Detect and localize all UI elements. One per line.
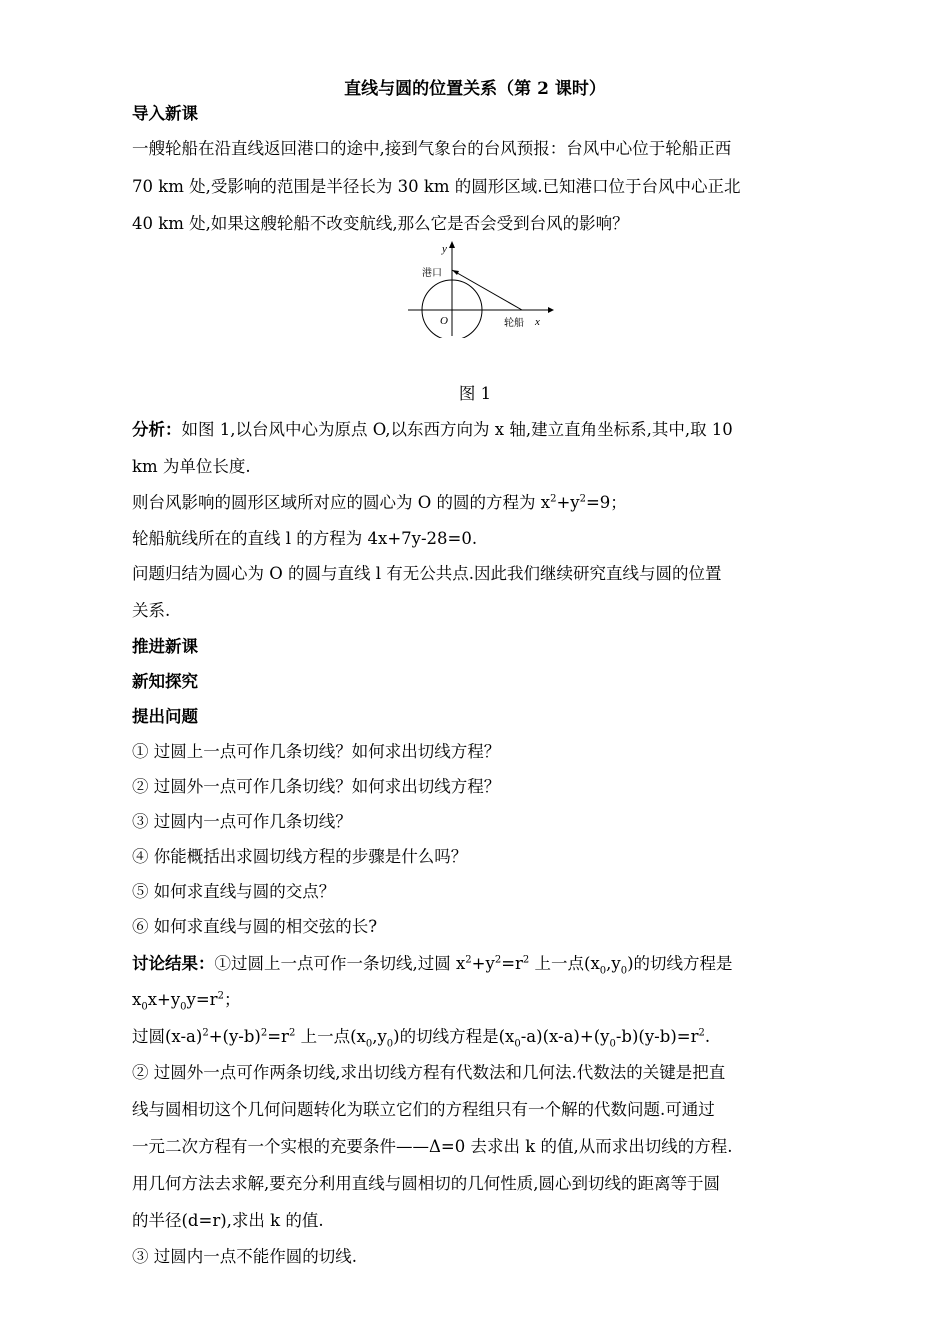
analysis-line-2: km 为单位长度. xyxy=(132,457,251,476)
intro-line-1: 一艘轮船在沿直线返回港口的途中,接到气象台的台风预报：台风中心位于轮船正西 xyxy=(132,139,732,158)
result-text: +(y-b) xyxy=(208,1027,261,1046)
analysis-line-1 xyxy=(132,416,733,440)
explore-heading: 新知探究 xyxy=(132,672,198,691)
result-text: 上一点(x xyxy=(529,954,600,973)
origin-label: O xyxy=(440,315,448,327)
result2-line: 一元二次方程有一个实根的充要条件——Δ=0 去求出 k 的值,从而求出切线的方程. xyxy=(132,1137,733,1156)
figure-caption: 图 1 xyxy=(458,384,492,403)
superscript: 2 xyxy=(202,1027,209,1039)
intro-heading: 导入新课 xyxy=(132,104,198,123)
circle-eq-text: 则台风影响的圆形区域所对应的圆心为 O 的圆的方程为 x xyxy=(132,493,551,512)
reduce-line-2: 关系. xyxy=(132,601,171,620)
result2-line: ② 过圆外一点可作两条切线,求出切线方程有代数法和几何法.代数法的关键是把直 xyxy=(132,1063,726,1082)
result-text: y=r xyxy=(186,990,218,1009)
question-item: ① 过圆上一点可作几条切线？如何求出切线方程？ xyxy=(132,742,501,761)
subscript: 0 xyxy=(141,1001,148,1013)
result-label: 讨论结果： xyxy=(132,954,215,973)
analysis-text-1: 如图 1,以台风中心为原点 O,以东西方向为 x 轴,建立直角坐标系,其中,取 10 xyxy=(181,420,733,439)
ship-label: 轮船 xyxy=(504,318,524,329)
question-item: ② 过圆外一点可作几条切线？如何求出切线方程？ xyxy=(132,777,501,796)
result-text: =r xyxy=(501,954,523,973)
superscript: 2 xyxy=(522,954,530,966)
superscript: 2 xyxy=(494,954,502,966)
result2-line: 线与圆相切这个几何问题转化为联立它们的方程组只有一个解的代数问题.可通过 xyxy=(132,1100,715,1119)
superscript: 2 xyxy=(550,493,557,505)
result-text: 上一点(x xyxy=(295,1027,366,1046)
question-heading: 提出问题 xyxy=(132,707,198,726)
result-text: x+y xyxy=(147,990,181,1009)
circle-equation-line xyxy=(132,489,627,513)
subscript: 0 xyxy=(365,1038,373,1050)
result-text: -b)(y-b)=r xyxy=(615,1027,699,1046)
subscript: 0 xyxy=(514,1038,521,1050)
subscript: 0 xyxy=(386,1038,394,1050)
result-text: )的切线方程是(x xyxy=(393,1027,515,1046)
intro-line-3: 40 km 处,如果这艘轮船不改变航线,那么它是否会受到台风的影响？ xyxy=(132,214,629,233)
page-title: 直线与圆的位置关系（第 2 课时） xyxy=(344,79,606,99)
superscript: 2 xyxy=(465,954,472,966)
subscript: 0 xyxy=(620,965,628,977)
result-text: 过圆(x-a) xyxy=(132,1027,203,1046)
y-axis-label: y xyxy=(442,243,447,255)
result2-line: 用几何方法去求解,要充分利用直线与圆相切的几何性质,圆心到切线的距离等于圆 xyxy=(132,1174,720,1193)
port-label: 港口 xyxy=(422,268,442,279)
superscript: 2 xyxy=(288,1027,296,1039)
superscript: 2 xyxy=(260,1027,268,1039)
subscript: 0 xyxy=(609,1038,616,1050)
result-text: ①过圆上一点可作一条切线,过圆 x xyxy=(214,954,466,973)
result-line-2 xyxy=(132,986,241,1013)
advance-heading: 推进新课 xyxy=(132,637,198,656)
circle-eq-text: =9； xyxy=(585,493,627,512)
result-line-1 xyxy=(132,950,733,977)
superscript: 2 xyxy=(698,1027,705,1039)
y-axis-arrow xyxy=(449,241,455,248)
analysis-label: 分析： xyxy=(132,420,182,439)
result-line-3 xyxy=(132,1023,711,1050)
result-text: . xyxy=(704,1027,711,1046)
result-text: +y xyxy=(471,954,495,973)
reduce-line-1: 问题归结为圆心为 O 的圆与直线 l 有无公共点.因此我们继续研究直线与圆的位置 xyxy=(132,564,722,583)
subscript: 0 xyxy=(599,965,607,977)
result-text: =r xyxy=(267,1027,289,1046)
route-arrow xyxy=(452,270,459,275)
result-text: -a)(x-a)+(y xyxy=(520,1027,610,1046)
result2-line: 的半径(d=r),求出 k 的值. xyxy=(132,1211,324,1230)
result-text: ,y xyxy=(606,954,621,973)
result-text: )的切线方程是 xyxy=(627,954,733,973)
question-item: ③ 过圆内一点可作几条切线？ xyxy=(132,812,352,831)
ship-route-line xyxy=(452,270,522,310)
circle-eq-text: +y xyxy=(556,493,580,512)
result3-line: ③ 过圆内一点不能作圆的切线. xyxy=(132,1247,357,1266)
x-axis-label: x xyxy=(535,316,540,328)
question-item: ⑤ 如何求直线与圆的交点？ xyxy=(132,882,336,901)
result-text: ,y xyxy=(372,1027,387,1046)
question-item: ④ 你能概括出求圆切线方程的步骤是什么吗？ xyxy=(132,847,468,866)
line-equation: 轮船航线所在的直线 l 的方程为 4x+7y-28=0. xyxy=(132,529,478,548)
question-item: ⑥ 如何求直线与圆的相交弦的长? xyxy=(132,917,378,936)
x-axis-arrow xyxy=(548,307,554,313)
subscript: 0 xyxy=(180,1001,187,1013)
superscript: 2 xyxy=(579,493,586,505)
figure-1-diagram xyxy=(400,238,560,338)
result-text: ； xyxy=(223,990,241,1009)
result-text: x xyxy=(132,990,142,1009)
superscript: 2 xyxy=(217,990,224,1002)
intro-line-2: 70 km 处,受影响的范围是半径长为 30 km 的圆形区域.已知港口位于台风中心正北 xyxy=(132,177,741,196)
